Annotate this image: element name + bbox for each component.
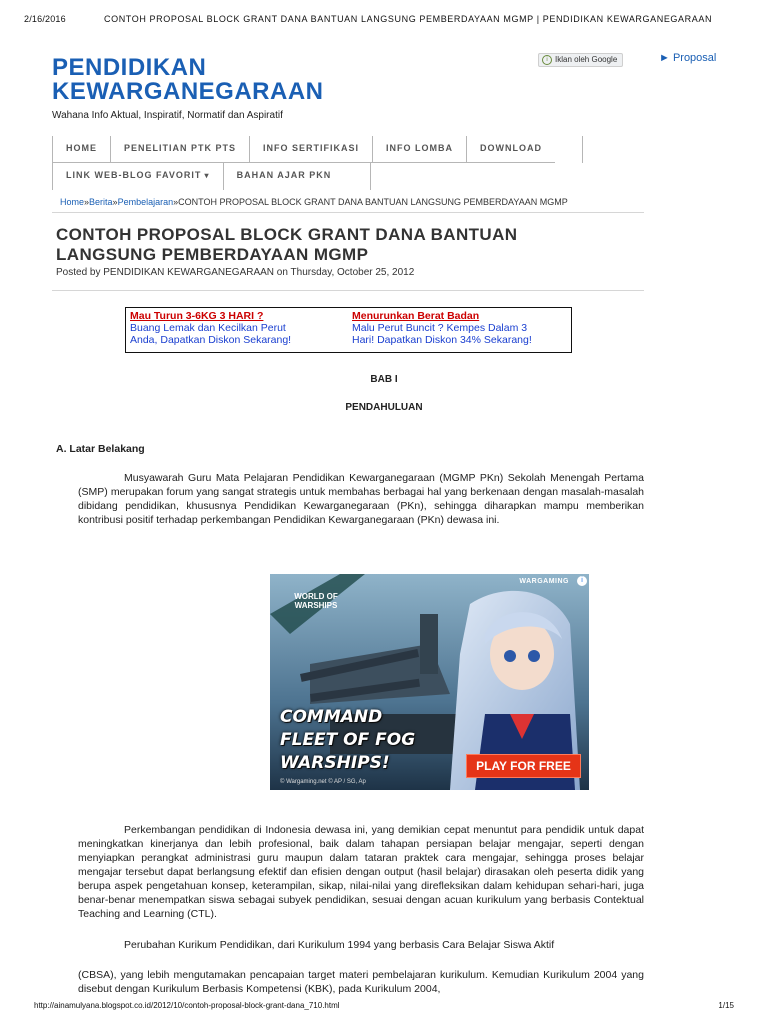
breadcrumb-sep: » xyxy=(84,197,90,207)
print-url: http://ainamulyana.blogspot.co.id/2012/10/contoh-proposal-block-grant-dana_710.html xyxy=(34,1001,340,1010)
nav-item-download[interactable]: DOWNLOAD xyxy=(466,136,555,163)
divider xyxy=(52,290,644,291)
bab-heading: BAB I xyxy=(370,374,398,385)
nav-item-home[interactable]: HOME xyxy=(52,136,110,163)
nav-item-bahan-ajar[interactable]: BAHAN AJAR PKN xyxy=(223,163,345,190)
breadcrumb-pembelajaran[interactable]: Pembelajaran xyxy=(117,197,174,207)
nav-row-1 xyxy=(52,136,583,163)
nav-item-lomba[interactable]: INFO LOMBA xyxy=(372,136,466,163)
banner-headline-2: FLEET OF FOG xyxy=(280,730,416,750)
paragraph-3 xyxy=(78,938,644,952)
paragraph-4: (CBSA), yang lebih mengutamakan pencapaian target materi pembelajaran kurikulum. Kemudian Kurikulum 2004 yang disebut dengan Kurikulum Berbasis Kompetensi (KBK), pada Kurikulum 2004, xyxy=(78,969,644,995)
breadcrumb-berita[interactable]: Berita xyxy=(89,197,113,207)
ad-badge-label: Iklan oleh Google xyxy=(555,55,618,64)
text-ad-1-title[interactable]: Mau Turun 3-6KG 3 HARI ? xyxy=(130,310,264,322)
pendahuluan-heading: PENDAHULUAN xyxy=(345,402,423,413)
main-nav xyxy=(52,136,692,190)
banner-ad[interactable] xyxy=(270,574,589,790)
post-title xyxy=(56,225,656,265)
text-ad-1-line2: Anda, Dapatkan Diskon Sekarang! xyxy=(130,334,292,346)
breadcrumb-current: CONTOH PROPOSAL BLOCK GRANT DANA BANTUAN LANGSUNG PEMBERDAYAAN MGMP xyxy=(178,197,568,207)
breadcrumb-sep: » xyxy=(112,197,118,207)
nav-item-penelitian[interactable]: PENELITIAN PTK PTS xyxy=(110,136,249,163)
paragraph-1 xyxy=(78,471,644,527)
site-tagline: Wahana Info Aktual, Inspiratif, Normatif dan Aspiratif xyxy=(52,110,283,121)
banner-game-logo: WORLD OF WARSHIPS xyxy=(294,592,338,610)
divider xyxy=(52,212,644,213)
banner-headline-1: COMMAND xyxy=(280,707,383,727)
section-heading-a: A. Latar Belakang xyxy=(56,443,145,455)
nav-row-2 xyxy=(52,163,371,190)
paragraph-3-text: Perubahan Kurikum Pendidikan, dari Kurikulum 1994 yang berbasis Cara Belajar Siswa Aktif xyxy=(124,939,555,951)
site-title-line1: PENDIDIKAN xyxy=(52,54,207,81)
print-page-number: 1/15 xyxy=(718,1001,734,1010)
breadcrumb-home[interactable]: Home xyxy=(60,197,85,207)
print-footer xyxy=(34,1001,734,1010)
nav-item-link-web-blog[interactable]: LINK WEB-BLOG FAVORIT ▾ xyxy=(52,163,223,190)
ad-choices-badge[interactable] xyxy=(538,53,623,67)
paragraph-2-text: Perkembangan pendidikan di Indonesia dewasa ini, yang demikian cepat menuntut para pendidik untuk dapat meningkatkan kinerjanya dan lebih profesional, baik dalam tahapan persiapan belajar mengajar, seperti dengan menyiapkan perangkat administrasi guru maupun dalam tataran praktek cara mengajar, sehingga proses belajar mengajar tersebut dapat berlangsung efektif dan efisien dengan output (hasil belajar) dirasakan oleh peserta didik yang berupa aspek pengetahuan konsep, keterampilan, sikap, nilai-nilai yang direfleksikan dalam kehidupan sehari-hari, juga benar-benar menempatkan siswa sebagai subyek pendidikan, sesuai dengan acuan kurikulum yang berbasis Contektual Teaching and Learning (CTL). xyxy=(78,824,644,920)
play-for-free-button[interactable]: PLAY FOR FREE xyxy=(466,754,581,778)
post-title-line2: LANGSUNG PEMBERDAYAAN MGMP xyxy=(56,245,369,264)
proposal-link[interactable]: ► Proposal xyxy=(659,52,717,64)
post-title-line1: CONTOH PROPOSAL BLOCK GRANT DANA BANTUAN xyxy=(56,225,518,244)
site-title-line2: KEWARGANEGARAAN xyxy=(52,78,324,105)
paragraph-1-text: Musyawarah Guru Mata Pelajaran Pendidikan Kewarganegaraan (MGMP PKn) Sekolah Menengah Pertama (SMP) merupakan forum yang sangat strategis untuk membahas berbagai hal yang berkenaan dengan masalah-masalah dibidang pendidikan, khususnya Pendidikan Kewarganegaraan (PKn), sehingga diharapkan mampu memberikan kontribusi positif terhadap perkembangan Pendidikan Kewarganegaraan (PKn) dewasa ini. xyxy=(78,472,644,526)
nav-item-sertifikasi[interactable]: INFO SERTIFIKASI xyxy=(249,136,372,163)
banner-brand: WARGAMING xyxy=(519,578,569,585)
paragraph-2 xyxy=(78,823,644,921)
text-ad-block xyxy=(125,307,572,353)
info-icon: i xyxy=(542,55,552,65)
ad-info-icon[interactable]: i xyxy=(577,576,587,586)
post-meta: Posted by PENDIDIKAN KEWARGANEGARAAN on Thursday, October 25, 2012 xyxy=(56,267,415,278)
breadcrumb-sep: » xyxy=(173,197,179,207)
text-ad-2-title[interactable]: Menurunkan Berat Badan xyxy=(352,310,480,322)
text-ad-2[interactable] xyxy=(352,310,562,346)
text-ad-2-line1: Malu Perut Buncit ? Kempes Dalam 3 xyxy=(352,322,528,334)
banner-copyright: © Wargaming.net © AP / SG, Ap xyxy=(280,779,366,785)
breadcrumb xyxy=(60,197,568,207)
banner-headline-3: WARSHIPS! xyxy=(280,753,390,773)
text-ad-2-line2: Hari! Dapatkan Diskon 34% Sekarang! xyxy=(352,334,532,346)
print-date: 2/16/2016 xyxy=(24,14,66,24)
print-title: CONTOH PROPOSAL BLOCK GRANT DANA BANTUAN LANGSUNG PEMBERDAYAAN MGMP | PENDIDIKAN KEWARGANEGARAAN xyxy=(104,14,713,24)
text-ad-1[interactable] xyxy=(130,310,340,346)
text-ad-1-line1: Buang Lemak dan Kecilkan Perut xyxy=(130,322,286,334)
site-title[interactable] xyxy=(52,56,324,104)
